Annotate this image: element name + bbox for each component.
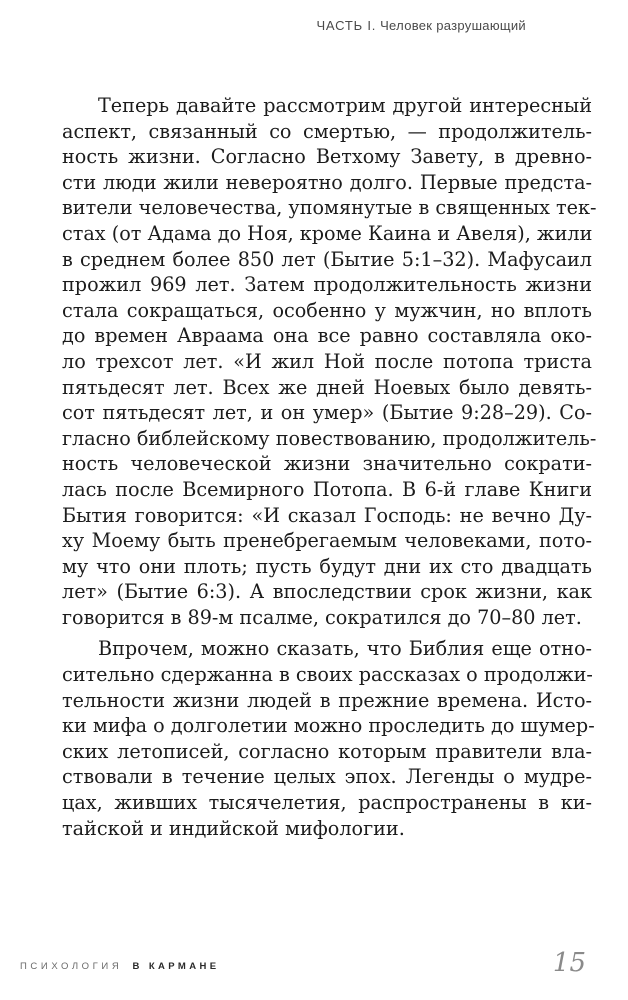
text-line: гласно библейскому повествованию, продолжитель- — [62, 426, 597, 450]
section-title: Человек разрушающий — [380, 18, 526, 33]
text-line: ки мифа о долголетии можно проследить до шумер- — [62, 714, 595, 738]
text-line: пятьдесят лет. Всех же дней Ноевых было девять- — [62, 375, 592, 399]
text-line: сительно сдержанна в своих рассказах о продолжи- — [62, 663, 593, 687]
text-line: в среднем более 850 лет (Бытие 5:1–32). Мафусаил — [62, 247, 592, 271]
text-line: ху Моему быть пренебрегаемым человеками, пото- — [62, 529, 592, 553]
text-line: вители человечества, упомянутые в священных тек- — [62, 196, 597, 220]
body-text — [62, 93, 597, 841]
text-line: сот пятьдесят лет, и он умер» (Бытие 9:28–29). Со- — [62, 401, 592, 425]
text-line: ло трехсот лет. «И жил Ной после потопа триста — [62, 349, 592, 373]
paragraph-1 — [62, 93, 597, 630]
text-line: стах (от Адама до Ноя, кроме Каина и Авеля), жили — [62, 221, 593, 245]
text-line: ность человеческой жизни значительно сократи- — [62, 452, 592, 476]
text-line: стала сокращаться, особенно у мужчин, но вплоть — [62, 298, 592, 322]
text-line: цах, живших тысячелетия, распространены в ки- — [62, 791, 592, 815]
paragraph-2 — [62, 636, 595, 841]
running-header — [316, 18, 526, 33]
text-line: Теперь давайте рассмотрим другой интересный — [98, 94, 592, 117]
text-line: ствовали в течение целых эпох. Легенды о мудре- — [62, 765, 592, 789]
text-line: ских летописей, согласно которым правители вла- — [62, 739, 592, 763]
text-line: лет» (Бытие 6:3). А впоследствии срок жизни, как — [62, 580, 592, 604]
text-line: лась после Всемирного Потопа. В 6-й главе Книги — [62, 477, 592, 501]
text-line: тельности жизни людей в прежние времена. Исто- — [62, 688, 592, 712]
series-prefix: ПСИХОЛОГИЯ — [20, 961, 123, 972]
part-label: ЧАСТЬ I. — [316, 18, 377, 33]
series-title — [20, 961, 219, 972]
text-line: говорится в 89-м псалме, сократился до 70–80 лет. — [62, 605, 582, 629]
series-suffix: В КАРМАНЕ — [132, 961, 220, 972]
text-line: прожил 969 лет. Затем продолжительность жизни — [62, 273, 592, 297]
text-line: сти люди жили невероятно долго. Первые предста- — [62, 170, 592, 194]
text-line: Впрочем, можно сказать, что Библия еще отно- — [98, 637, 592, 661]
text-line: до времен Авраама она все равно составляла око- — [62, 324, 592, 348]
text-line: му что они плоть; пусть будут дни их сто двадцать — [62, 554, 592, 578]
text-line: аспект, связанный со смертью, — продолжитель- — [62, 119, 592, 143]
text-line: Бытия говорится: «И сказал Господь: не вечно Ду- — [62, 503, 592, 527]
text-line: тайской и индийской мифологии. — [62, 816, 405, 840]
text-line: ность жизни. Согласно Ветхому Завету, в древно- — [62, 145, 592, 169]
page-number: 15 — [552, 948, 586, 978]
